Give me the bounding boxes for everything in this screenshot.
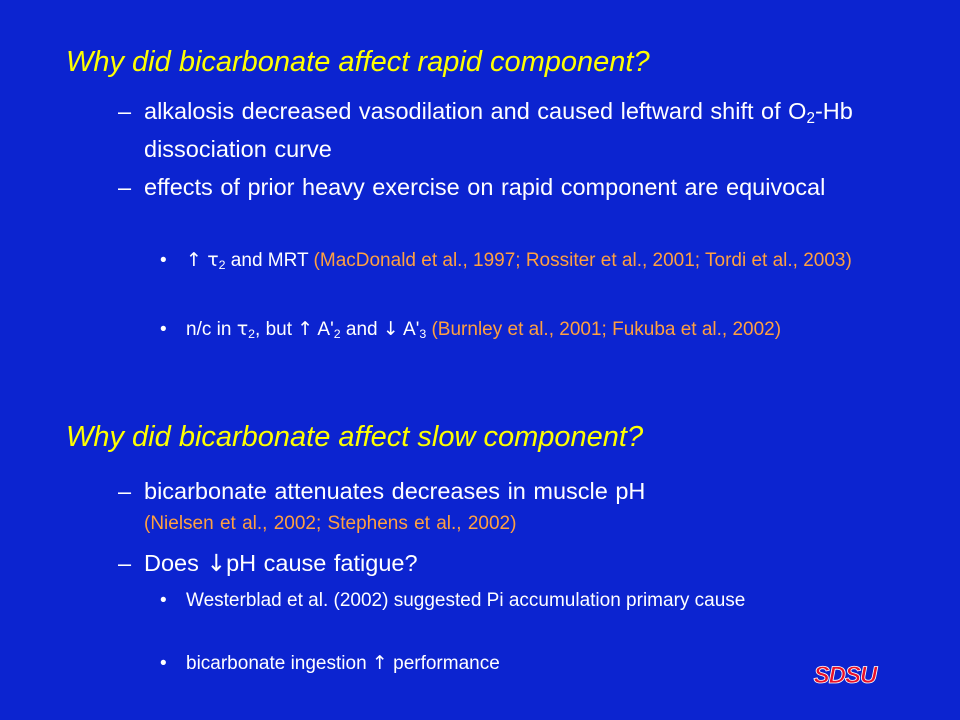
dash-marker: – (118, 550, 132, 576)
sub-item-performance (160, 652, 880, 675)
logo-text: SDSU (813, 662, 877, 688)
sub-item-text: Westerblad et al. (2002) suggested Pi accumulation primary cause (186, 590, 746, 611)
list-item-fatigue-question (118, 548, 878, 578)
citation: (MacDonald et al., 1997; Rossiter et al., 2001; Tordi et al., 2003) (313, 250, 852, 271)
bullet-marker: • (160, 250, 167, 271)
sub-item-amplitude (160, 318, 880, 346)
sub-item-tau-mrt (160, 249, 880, 277)
arrow-up-icon: ↑ (371, 652, 388, 674)
heading-slow-component: Why did bicarbonate affect slow component? (66, 421, 644, 453)
dash-marker: – (118, 478, 132, 504)
dash-marker: – (118, 98, 132, 124)
list-item-text: alkalosis decreased vasodilation and caused leftward shift of $O_2-Hb$ dissociation curve (144, 98, 853, 162)
sub-item-text: n/c in $\tau_2$, but ↑ $A'_2$ and ↓ $A'_3$ (Burnley et al., 2001; Fukuba et al., 2002) (186, 318, 782, 342)
list-item-alkalosis (118, 96, 878, 164)
list-item-text: effects of prior heavy exercise on rapid component are equivocal (144, 174, 826, 200)
list-item-muscle-ph (118, 476, 878, 539)
sub-item-westerblad (160, 589, 880, 612)
arrow-up-icon: ↑ (186, 249, 202, 271)
bullet-marker: • (160, 590, 167, 611)
sdsu-logo (808, 660, 882, 688)
arrow-down-icon: ↓ (206, 549, 227, 577)
arrow-down-icon: ↓ (382, 318, 399, 340)
sub-item-text: bicarbonate ingestion ↑ performance (186, 652, 500, 674)
list-item-text: Does ↓pH cause fatigue? (144, 549, 418, 577)
citation: (Nielsen et al., 2002; Stephens et al., 2002) (144, 513, 517, 534)
list-item-text: bicarbonate attenuates decreases in muscle pH (Nielsen et al., 2002; Stephens et al., 2002) (144, 478, 646, 534)
bullet-marker: • (160, 653, 167, 674)
dash-marker: – (118, 174, 132, 200)
arrow-up-icon: ↑ (297, 318, 314, 340)
heading-rapid-component: Why did bicarbonate affect rapid component? (66, 46, 650, 78)
citation: (Burnley et al., 2001; Fukuba et al., 2002) (426, 319, 782, 340)
sub-item-text: ↑ $\tau_2$ and MRT (MacDonald et al., 1997; Rossiter et al., 2001; Tordi et al., 2003) (186, 249, 852, 273)
list-item-prior-exercise (118, 172, 878, 202)
bullet-marker: • (160, 319, 167, 340)
